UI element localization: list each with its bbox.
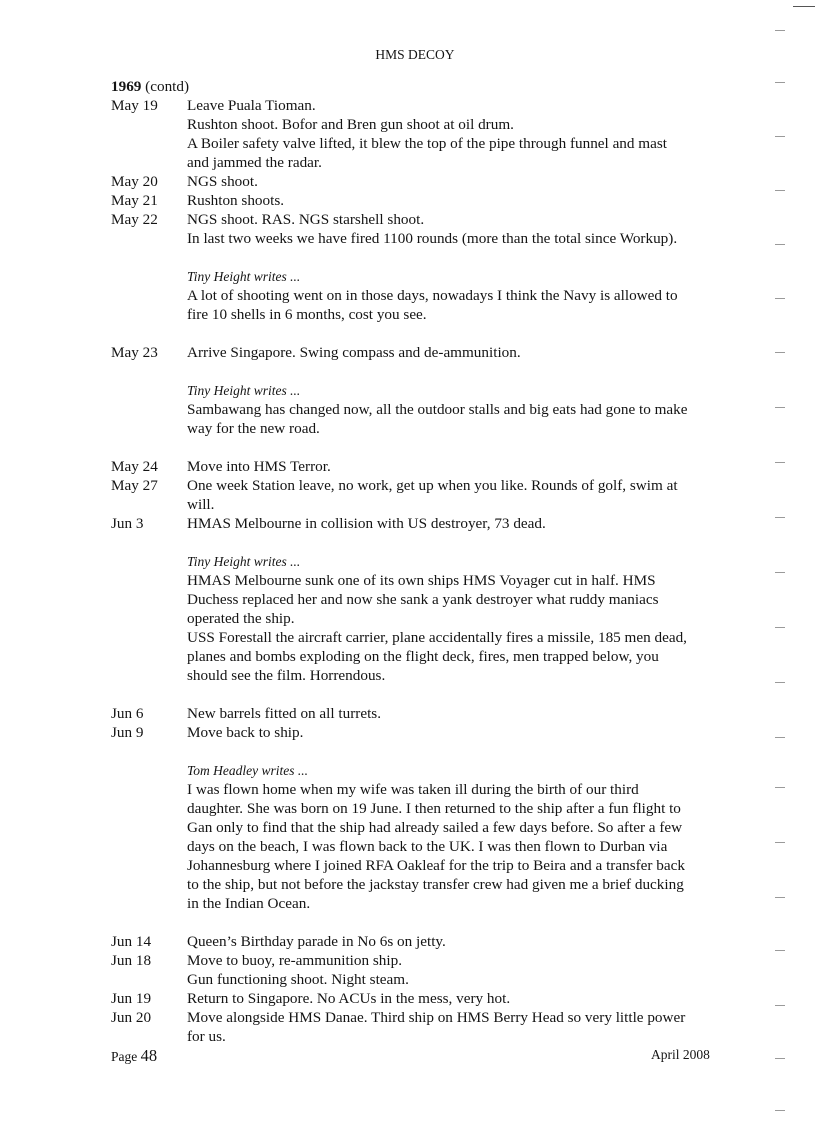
entry-line: for us.: [187, 1028, 226, 1045]
entry-date: May 23: [111, 344, 158, 361]
quote-line: daughter. She was born on 19 June. I then returned to the ship after a fun flight to: [187, 800, 681, 817]
quote-author: Tiny Height writes ...: [187, 554, 301, 569]
entry-date: May 24: [111, 458, 158, 475]
entry-may-22: [111, 210, 731, 248]
quote-line: Sambawang has changed now, all the outdoor stalls and big eats had gone to make: [187, 401, 688, 418]
entry-line: Leave Puala Tioman.: [187, 97, 316, 114]
quote-line: USS Forestall the aircraft carrier, plane accidentally fires a missile, 185 men dead,: [187, 629, 687, 646]
entry-jun-14: [111, 932, 731, 951]
year-suffix: (contd): [145, 78, 190, 95]
quote-author: Tiny Height writes ...: [187, 383, 301, 398]
page-number: 48: [140, 1046, 158, 1065]
page-title: HMS DECOY: [375, 47, 455, 62]
quote-line: A lot of shooting went on in those days, nowadays I think the Navy is allowed to: [187, 287, 678, 304]
entry-text: [187, 210, 731, 248]
entry-jun-6: [111, 704, 731, 723]
entry-line: Move to buoy, re-ammunition ship.: [187, 952, 402, 969]
quote-line: days on the beach, I was flown back to the UK. I was then flown to Durban via: [187, 838, 668, 855]
entry-date: Jun 3: [111, 515, 144, 532]
entry-line: Return to Singapore. No ACUs in the mess, very hot.: [187, 990, 511, 1007]
entry-text: [187, 172, 731, 191]
quote-line: planes and bombs exploding on the flight deck, fires, men trapped below, you: [187, 648, 659, 665]
entry-date: Jun 19: [111, 990, 152, 1007]
quote-line: Gan only to find that the ship had already sailed a few days before. So after a few: [187, 819, 683, 836]
page-footer-number: [111, 1046, 157, 1066]
quote-author: Tom Headley writes ...: [187, 763, 308, 778]
entry-line: NGS shoot. RAS. NGS starshell shoot.: [187, 211, 425, 228]
entry-date: Jun 14: [111, 933, 152, 950]
quote-line: Johannesburg where I joined RFA Oakleaf for the trip to Beira and a transfer back: [187, 857, 685, 874]
quote-block: [187, 552, 731, 685]
entry-line: One week Station leave, no work, get up when you like. Rounds of golf, swim at: [187, 477, 678, 494]
entry-may-23: [111, 343, 731, 362]
entry-text: [187, 343, 731, 362]
entry-jun-9: [111, 723, 731, 742]
entry-text: [187, 191, 731, 210]
entry-text: [187, 514, 731, 533]
entry-line: Move alongside HMS Danae. Third ship on HMS Berry Head so very little power: [187, 1009, 686, 1026]
entry-line: Move into HMS Terror.: [187, 458, 331, 475]
quote-line: to the ship, but not before the jackstay transfer crew had given me a brief ducking: [187, 876, 684, 893]
entry-line: NGS shoot.: [187, 173, 258, 190]
entry-line: Arrive Singapore. Swing compass and de-ammunition.: [187, 344, 521, 361]
year-label: 1969: [111, 78, 142, 95]
quote-block: [187, 761, 731, 913]
entry-text: [187, 96, 731, 172]
entry-text: [187, 457, 731, 476]
entry-date: Jun 18: [111, 952, 152, 969]
entry-date: Jun 6: [111, 705, 144, 722]
entry-date: Jun 9: [111, 724, 144, 741]
entry-line: and jammed the radar.: [187, 154, 322, 171]
entry-text: [187, 932, 731, 951]
diary-entries: [111, 96, 731, 1046]
quote-author: Tiny Height writes ...: [187, 269, 301, 284]
entry-text: [187, 989, 731, 1008]
entry-line: will.: [187, 496, 215, 513]
year-heading: [111, 77, 189, 96]
entry-date: Jun 20: [111, 1009, 152, 1026]
page-footer-date: April 2008: [651, 1047, 710, 1062]
entry-date: May 19: [111, 97, 158, 114]
quote-line: Duchess replaced her and now she sank a yank destroyer what ruddy maniacs: [187, 591, 659, 608]
entry-jun-20: [111, 1008, 731, 1046]
quote-line: operated the ship.: [187, 610, 295, 627]
entry-line: New barrels fitted on all turrets.: [187, 705, 381, 722]
quote-line: fire 10 shells in 6 months, cost you see.: [187, 306, 427, 323]
entry-jun-19: [111, 989, 731, 1008]
entry-jun-3: [111, 514, 731, 533]
entry-date: May 21: [111, 192, 158, 209]
quote-block: [187, 381, 731, 438]
quote-line: way for the new road.: [187, 420, 320, 437]
entry-date: May 22: [111, 211, 158, 228]
entry-may-21: [111, 191, 731, 210]
entry-may-19: [111, 96, 731, 172]
entry-line: Queen’s Birthday parade in No 6s on jetty.: [187, 933, 446, 950]
page-label: Page: [111, 1049, 138, 1064]
scan-margin-marks: [772, 0, 812, 1122]
entry-may-20: [111, 172, 731, 191]
entry-text: [187, 723, 731, 742]
entry-line: Gun functioning shoot. Night steam.: [187, 971, 409, 988]
entry-line: Rushton shoot. Bofor and Bren gun shoot at oil drum.: [187, 116, 514, 133]
entry-line: A Boiler safety valve lifted, it blew the top of the pipe through funnel and mast: [187, 135, 667, 152]
entry-jun-18: [111, 951, 731, 989]
quote-block: [187, 267, 731, 324]
entry-may-27: [111, 476, 731, 514]
entry-text: [187, 476, 731, 514]
quote-line: I was flown home when my wife was taken ill during the birth of our third: [187, 781, 639, 798]
entry-line: HMAS Melbourne in collision with US destroyer, 73 dead.: [187, 515, 546, 532]
entry-text: [187, 1008, 731, 1046]
quote-line: HMAS Melbourne sunk one of its own ships HMS Voyager cut in half. HMS: [187, 572, 656, 589]
entry-date: May 20: [111, 173, 158, 190]
quote-line: in the Indian Ocean.: [187, 895, 311, 912]
entry-line: Rushton shoots.: [187, 192, 285, 209]
entry-text: [187, 951, 731, 989]
entry-line: In last two weeks we have fired 1100 rounds (more than the total since Workup).: [187, 230, 678, 247]
entry-may-24: [111, 457, 731, 476]
entry-date: May 27: [111, 477, 158, 494]
quote-line: should see the film. Horrendous.: [187, 667, 386, 684]
entry-line: Move back to ship.: [187, 724, 304, 741]
entry-text: [187, 704, 731, 723]
